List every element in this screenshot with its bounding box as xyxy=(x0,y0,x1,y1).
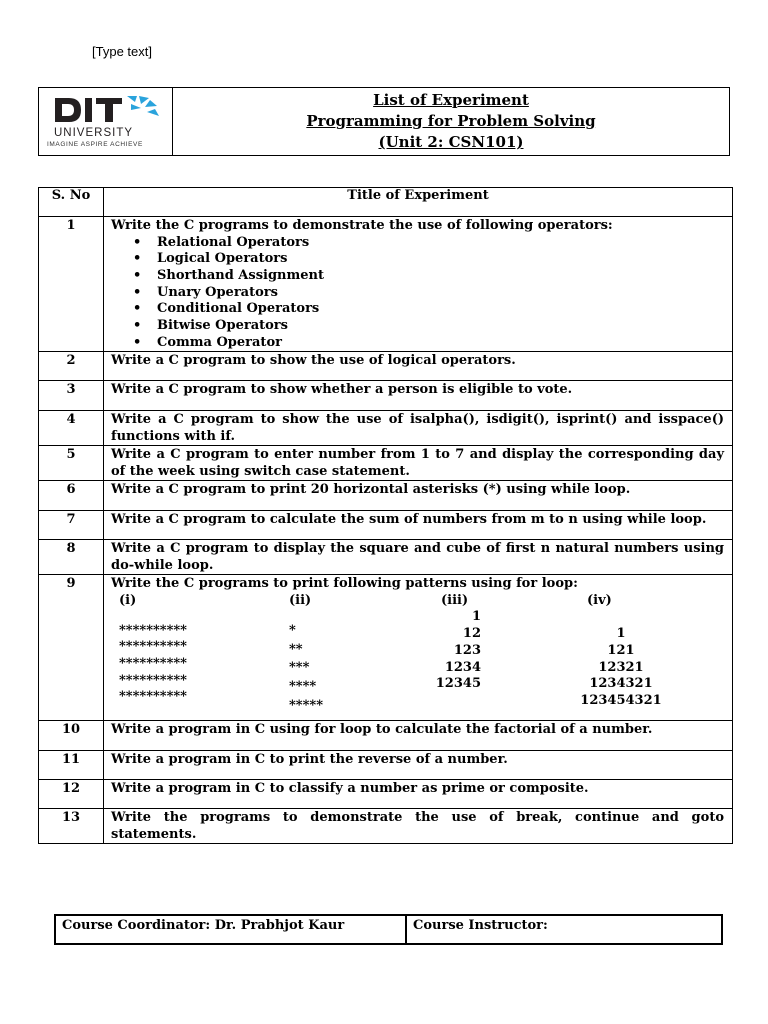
table-row xyxy=(39,352,733,381)
patterns-block xyxy=(111,593,724,716)
logo-tagline: IMAGINE ASPIRE ACHIEVE xyxy=(47,141,143,148)
row-number: 11 xyxy=(61,752,81,768)
row-number: 7 xyxy=(66,512,76,528)
pattern-label: (ii) xyxy=(289,592,312,608)
coordinator-cell xyxy=(56,916,407,943)
pattern-line: 1234321 xyxy=(589,675,653,691)
row-number: 9 xyxy=(66,576,76,592)
pattern-line: **** xyxy=(289,678,317,694)
list-item: • Unary Operators xyxy=(157,285,724,302)
header-placeholder-text: [Type text] xyxy=(92,44,152,59)
pattern-line: 123454321 xyxy=(580,692,662,708)
pattern-line: ********** xyxy=(119,655,187,671)
row-number: 6 xyxy=(66,482,76,498)
pattern-label: (iv) xyxy=(587,592,612,608)
table-row xyxy=(39,217,733,352)
course-title: Programming for Problem Solving xyxy=(306,112,596,130)
row-number: 1 xyxy=(66,218,76,233)
pattern-line: 12345 xyxy=(435,675,481,691)
table-row xyxy=(39,575,733,721)
pattern-line: *** xyxy=(289,659,310,675)
pattern-line: 1234 xyxy=(444,659,481,675)
list-item: • Bitwise Operators xyxy=(157,318,724,335)
experiment-title: Write a C program to show the use of isalpha(), isdigit(), isprint() and isspace() functions with if. xyxy=(111,412,724,444)
university-logo xyxy=(39,88,173,155)
experiment-title: Write a program in C using for loop to calculate the factorial of a number. xyxy=(111,722,653,738)
pattern-line: 1 xyxy=(471,608,481,624)
svg-text:UNIVERSITY: UNIVERSITY xyxy=(54,127,134,139)
course-instructor: Course Instructor: xyxy=(413,918,548,933)
experiment-title: Write a C program to show whether a person is eligible to vote. xyxy=(111,382,573,398)
table-row xyxy=(39,446,733,481)
pattern-label: (iii) xyxy=(441,592,469,608)
row-number: 2 xyxy=(66,353,76,369)
signature-box xyxy=(54,914,723,945)
pattern-line: ********** xyxy=(119,622,187,638)
pattern-line: ** xyxy=(289,641,303,657)
list-item: • Conditional Operators xyxy=(157,301,724,318)
pattern-line: ***** xyxy=(289,697,323,713)
table-row xyxy=(39,809,733,844)
experiment-title: Write the C programs to demonstrate the use of following operators: xyxy=(111,218,613,233)
pattern-line: 123 xyxy=(453,642,481,658)
instructor-cell xyxy=(407,916,721,943)
experiment-title: Write a program in C to print the reverse of a number. xyxy=(111,752,508,768)
pattern-line: ********** xyxy=(119,638,187,654)
table-row xyxy=(39,411,733,446)
experiment-title: Write the C programs to print following patterns using for loop: xyxy=(111,576,578,592)
pattern-line: 12321 xyxy=(598,659,644,675)
pattern-line: * xyxy=(289,622,296,638)
row-number: 13 xyxy=(61,810,81,826)
unit-title: (Unit 2: CSN101) xyxy=(378,133,524,151)
table-row xyxy=(39,721,733,751)
pattern-label: (i) xyxy=(119,592,137,608)
row-number: 5 xyxy=(66,447,76,463)
experiment-title: Write a C program to enter number from 1 to 7 and display the corresponding day of the week using switch case statement. xyxy=(111,447,724,479)
header-titles xyxy=(173,88,729,155)
operator-list xyxy=(111,235,724,352)
sno-header: S. No xyxy=(39,188,104,217)
experiment-table xyxy=(38,187,733,844)
pattern-line: ********** xyxy=(119,688,187,704)
experiment-title: Write a C program to print 20 horizontal asterisks (*) using while loop. xyxy=(111,482,631,498)
experiment-title: Write a program in C to classify a number as prime or composite. xyxy=(111,781,589,797)
experiment-title: Write the programs to demonstrate the use of break, continue and goto statements. xyxy=(111,810,724,842)
table-header-row xyxy=(39,188,733,217)
pattern-line: 1 xyxy=(616,625,626,641)
row-number: 8 xyxy=(66,541,76,557)
document-header xyxy=(38,87,730,156)
table-row xyxy=(39,481,733,511)
experiment-title: Write a C program to calculate the sum of numbers from m to n using while loop. xyxy=(111,512,707,528)
table-row xyxy=(39,381,733,411)
dit-logo-icon xyxy=(51,92,169,140)
row-number: 10 xyxy=(61,722,81,738)
page-title: List of Experiment xyxy=(373,91,529,109)
title-header: Title of Experiment xyxy=(104,188,733,217)
table-row xyxy=(39,511,733,540)
table-row xyxy=(39,540,733,575)
pattern-line: ********** xyxy=(119,672,187,688)
experiment-title: Write a C program to show the use of logical operators. xyxy=(111,353,516,369)
pattern-line: 121 xyxy=(607,642,635,658)
list-item: • Shorthand Assignment xyxy=(157,268,724,285)
pattern-line: 12 xyxy=(462,625,481,641)
row-number: 12 xyxy=(61,781,81,797)
list-item: • Logical Operators xyxy=(157,251,724,268)
table-row xyxy=(39,751,733,780)
table-row xyxy=(39,780,733,809)
row-number: 4 xyxy=(66,412,76,428)
experiment-title: Write a C program to display the square and cube of first n natural numbers using do-while loop. xyxy=(111,541,724,573)
list-item: • Relational Operators xyxy=(157,235,724,252)
course-coordinator: Course Coordinator: Dr. Prabhjot Kaur xyxy=(62,918,345,933)
list-item: • Comma Operator xyxy=(157,335,724,352)
row-number: 3 xyxy=(66,382,76,398)
